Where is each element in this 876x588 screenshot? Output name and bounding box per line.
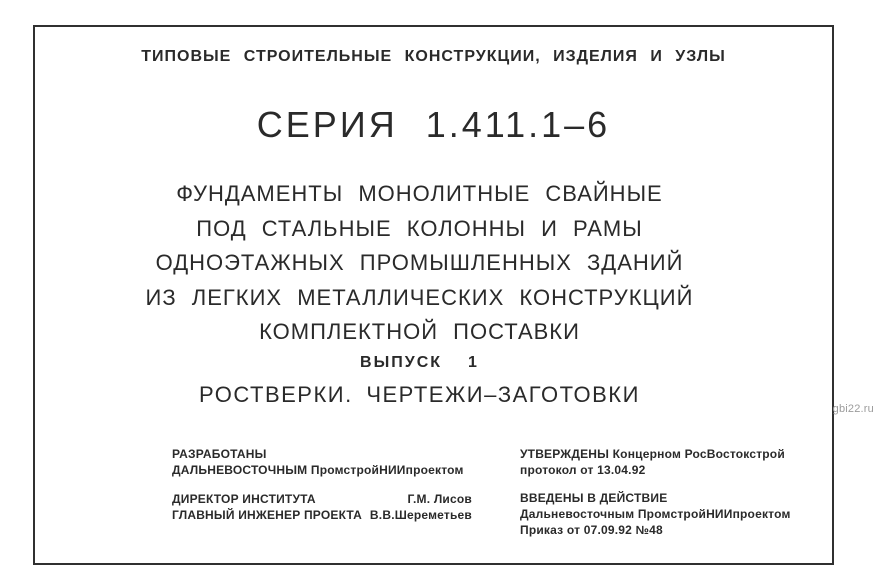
approved-protocol-line: протокол от 13.04.92 <box>520 463 646 477</box>
enacted-order-line: Приказ от 07.09.92 №48 <box>520 523 663 537</box>
subtitle-line: РОСТВЕРКИ. ЧЕРТЕЖИ–ЗАГОТОВКИ <box>199 382 640 407</box>
signature-row <box>172 491 472 507</box>
signature-row <box>172 507 472 523</box>
series-title <box>35 103 832 147</box>
title-line: ФУНДАМЕНТЫ МОНОЛИТНЫЕ СВАЙНЫЕ <box>176 181 663 206</box>
title-line: ПОД СТАЛЬНЫЕ КОЛОННЫ И РАМЫ <box>196 215 643 241</box>
document-category-line: ТИПОВЫЕ СТРОИТЕЛЬНЫЕ КОНСТРУКЦИИ, ИЗДЕЛИЯ И УЗЛЫ <box>141 48 726 65</box>
enacted-line: ВВЕДЕНЫ В ДЕЙСТВИЕ <box>520 491 668 505</box>
approved-block <box>520 446 820 538</box>
signatory-name: В.В.Шереметьев <box>369 508 472 522</box>
approved-line: УТВЕРЖДЕНЫ Концерном РосВостокстрой <box>520 447 785 461</box>
series-label: СЕРИЯ <box>256 104 398 145</box>
signatory-role: ГЛАВНЫЙ ИНЖЕНЕР ПРОЕКТА <box>172 508 363 522</box>
signatory-role: ДИРЕКТОР ИНСТИТУТА <box>172 492 316 506</box>
enacted-organization: Дальневосточным ПромстройНИИпроектом <box>520 507 791 521</box>
signature-rows <box>172 491 492 523</box>
watermark: gbi22.ru <box>832 403 874 415</box>
issue-number: 1 <box>468 354 479 371</box>
title-line: ИЗ ЛЕГКИХ МЕТАЛЛИЧЕСКИХ КОНСТРУКЦИЙ <box>145 284 694 310</box>
issue-line <box>35 353 804 373</box>
enacted-group <box>520 490 820 538</box>
title-line: КОМПЛЕКТНОЙ ПОСТАВКИ <box>259 319 580 344</box>
document-title-block <box>35 177 804 350</box>
signatory-name: Г.М. Лисов <box>407 492 472 506</box>
issue-label: ВЫПУСК <box>360 354 443 371</box>
developed-block <box>172 446 492 523</box>
developed-label: РАЗРАБОТАНЫ <box>172 447 267 461</box>
series-number: 1.411.1–6 <box>425 104 611 145</box>
developed-organization: ДАЛЬНЕВОСТОЧНЫМ ПромстройНИИпроектом <box>172 463 464 477</box>
title-line: ОДНОЭТАЖНЫХ ПРОМЫШЛЕННЫХ ЗДАНИЙ <box>155 250 684 275</box>
document-border-frame <box>33 25 834 565</box>
